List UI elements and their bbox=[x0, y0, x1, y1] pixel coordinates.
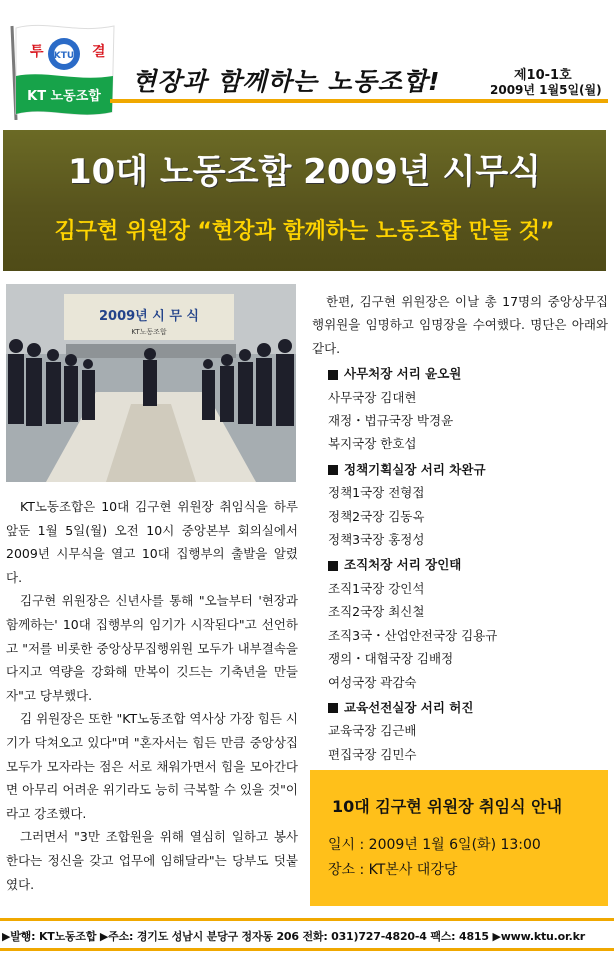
member-item: 사무국장 김대현 bbox=[328, 389, 417, 405]
section-head: 교육선전실장 서리 허진 bbox=[312, 696, 608, 719]
photo-sign-subtext: KT노동조합 bbox=[131, 328, 167, 336]
article-paragraph: 김 위원장은 또한 "KT노동조합 역사상 가장 힘든 시기가 닥쳐오고 있다"며 "혼자서는 힘든 만큼 중앙상집 모두가 모자라는 점은 서로 채워가면서 힘을 모아간다면 아무리 어려운 위기라도 능히 극복할 수 있을 것"이라고 강조했다. bbox=[6, 711, 298, 821]
appointments-intro: 한편, 김구현 위원장은 이날 총 17명의 중앙상무집행위원을 임명하고 임명장을 수여했다. 명단은 아래와 같다. bbox=[312, 294, 608, 356]
member-item: 편집국장 김민수 bbox=[328, 746, 417, 762]
inauguration-notice bbox=[310, 770, 608, 906]
article-paragraph: 그러면서 "3만 조합원을 위해 열심히 일하고 봉사한다는 정신을 갖고 업무에 임해달라"는 당부도 덧붙였다. bbox=[6, 829, 298, 892]
article-body bbox=[6, 495, 298, 896]
headline-subtitle: 김구현 위원장 “현장과 함께하는 노동조합 만들 것” bbox=[54, 219, 555, 244]
member-item: 정책1국장 전형접 bbox=[328, 485, 425, 501]
member-item: 정책3국장 홍정성 bbox=[328, 532, 425, 548]
member-item: 쟁의・대협국장 김배정 bbox=[328, 651, 454, 667]
issue-date: 2009년 1월5일(월) bbox=[490, 83, 602, 97]
member-item: 재정・법규국장 박경윤 bbox=[328, 413, 454, 429]
square-bullet-icon bbox=[328, 561, 338, 571]
svg-text:결: 결 bbox=[92, 44, 106, 60]
square-bullet-icon bbox=[328, 465, 338, 475]
footer-divider-bottom bbox=[0, 948, 614, 951]
issue-number: 제10-1호 bbox=[514, 68, 572, 83]
member-item: 조직1국장 강인석 bbox=[328, 580, 425, 596]
member-item: 조직2국장 최신철 bbox=[328, 604, 425, 620]
union-flag-logo bbox=[6, 20, 118, 120]
notice-location: 장소 : KT본사 대강당 bbox=[328, 862, 458, 878]
member-item: 교육국장 김근배 bbox=[328, 723, 417, 739]
member-item: 복지국장 한호섭 bbox=[328, 436, 417, 452]
header-slogan: 현장과 함께하는 노동조합! bbox=[132, 67, 441, 96]
footer-divider-top bbox=[0, 918, 614, 921]
notice-title: 10대 김구현 위원장 취임식 안내 bbox=[332, 797, 563, 816]
flag-emblem: KTU bbox=[53, 51, 75, 61]
flag-bottom-text: KT 노동조합 bbox=[27, 89, 101, 104]
article-paragraph: 김구현 위원장은 신년사를 통해 "오늘부터 '현장과 함께하는' 10대 집행부의 임기가 시작된다"고 선언하고 "저를 비롯한 중앙상무집행위원 모두가 내부결속을 다지고 역량을 강화해 만복이 깃드는 기축년을 만들자"고 당부했다. bbox=[6, 593, 298, 703]
header-divider bbox=[110, 99, 608, 103]
article-paragraph: KT노동조합은 10대 김구현 위원장 취임식을 하루 앞둔 1월 5일(월) 오전 10시 중앙본부 회의실에서 2009년 시무식을 열고 10대 집행부의 출발을 알렸다. bbox=[6, 499, 298, 585]
appointments-list bbox=[312, 290, 608, 766]
ceremony-photo bbox=[6, 284, 296, 482]
member-item: 정책2국장 김동옥 bbox=[328, 508, 425, 524]
svg-text:투: 투 bbox=[30, 44, 44, 60]
square-bullet-icon bbox=[328, 703, 338, 713]
section-head: 사무처장 서리 윤오원 bbox=[312, 362, 608, 385]
headline-title: 10대 노동조합 2009년 시무식 bbox=[67, 152, 542, 192]
section-head: 조직처장 서리 장인태 bbox=[312, 553, 608, 576]
footer-info: ▶발행: KT노동조합 ▶주소: 경기도 성남시 분당구 정자동 206 전화: 031)727-4820-4 팩스: 4815 ▶www.ktu.or.kr bbox=[2, 930, 585, 943]
photo-sign-text: 2009년 시 무 식 bbox=[99, 309, 199, 324]
member-item: 조직3국・산업안전국장 김용규 bbox=[328, 627, 498, 643]
section-head: 정책기획실장 서리 차완규 bbox=[312, 458, 608, 481]
member-item: 여성국장 곽감숙 bbox=[328, 674, 417, 690]
notice-datetime: 일시 : 2009년 1월 6일(화) 13:00 bbox=[328, 837, 541, 853]
square-bullet-icon bbox=[328, 370, 338, 380]
headline-banner bbox=[3, 130, 606, 271]
